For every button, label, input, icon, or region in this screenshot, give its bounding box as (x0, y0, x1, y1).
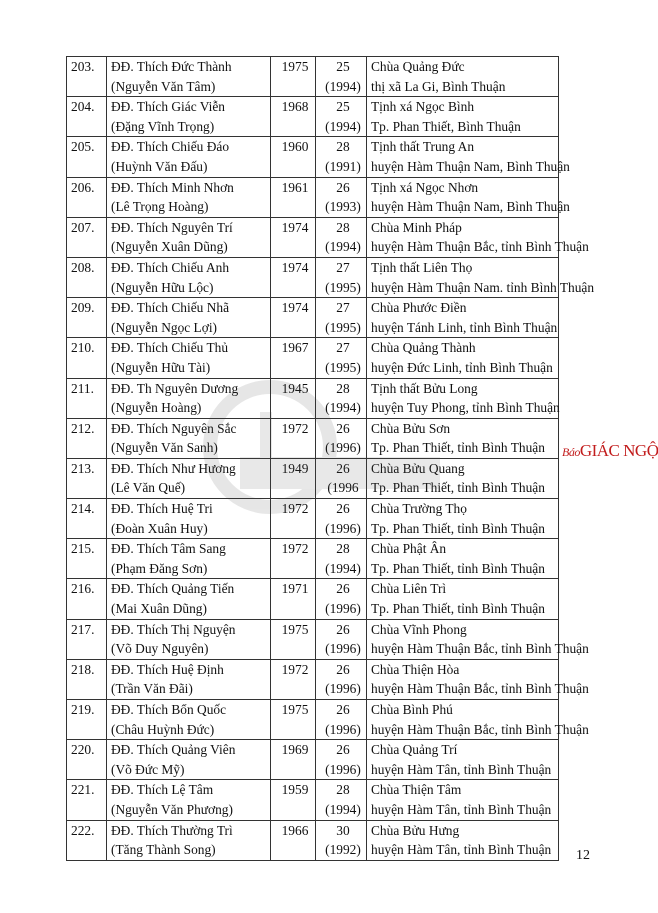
age-cell (316, 458, 367, 498)
temple-location: Tp. Phan Thiết, tỉnh Bình Thuận (371, 520, 545, 536)
birth-year: 1960 (281, 139, 309, 155)
monk-lay-name: (Trần Văn Đãi) (111, 681, 193, 697)
ordination-age: 28 (336, 541, 350, 557)
temple-name: Chùa Bửu Hưng (371, 822, 460, 838)
ordination-age: 30 (336, 822, 350, 838)
ordination-age: 28 (336, 782, 350, 798)
temple-name: Chùa Vĩnh Phong (371, 621, 467, 637)
birth-year: 1949 (281, 460, 309, 476)
temple-name: Tịnh thất Liên Thọ (371, 259, 473, 275)
age-cell (316, 298, 367, 338)
monk-lay-name: (Lê Trọng Hoàng) (111, 199, 209, 215)
temple-cell (367, 659, 589, 699)
ordination-year: (1996) (325, 761, 361, 777)
temple-cell (367, 458, 559, 498)
row-number-text: 217. (71, 621, 95, 637)
table-row (67, 378, 559, 418)
row-number (67, 820, 107, 860)
birth-year: 1972 (281, 541, 309, 557)
monk-name-cell (107, 217, 271, 257)
ordination-age: 26 (336, 742, 350, 758)
monk-name-cell (107, 780, 271, 820)
monk-lay-name: (Phạm Đăng Sơn) (111, 560, 208, 576)
monk-lay-name: (Châu Huỳnh Đức) (111, 721, 215, 737)
ordination-year: (1994) (325, 78, 361, 94)
ordination-age: 28 (336, 219, 350, 235)
watermark-brand-name: GIÁC NGỘ (579, 441, 658, 460)
row-number-text: 212. (71, 420, 95, 436)
monk-name-cell (107, 338, 271, 378)
row-number-text: 211. (71, 380, 94, 396)
temple-location: thị xã La Gi, Bình Thuận (371, 78, 506, 94)
temple-cell (367, 137, 570, 177)
birth-year-cell (271, 539, 316, 579)
row-number-text: 209. (71, 300, 95, 316)
row-number (67, 499, 107, 539)
ordination-year: (1993) (325, 199, 361, 215)
temple-name: Chùa Phước Điền (371, 300, 467, 316)
table-row (67, 418, 559, 458)
row-number (67, 298, 107, 338)
age-cell (316, 700, 367, 740)
monk-dharma-name: ĐĐ. Thích Huệ Định (111, 661, 224, 677)
table-row (67, 458, 559, 498)
ordination-age: 28 (336, 380, 350, 396)
row-number (67, 780, 107, 820)
temple-cell (367, 619, 589, 659)
monk-dharma-name: ĐĐ. Thích Thường Trì (111, 822, 233, 838)
ordination-age: 26 (336, 661, 350, 677)
monk-name-cell (107, 820, 271, 860)
monk-lay-name: (Nguyễn Ngọc Lợi) (111, 319, 217, 335)
ordination-age: 26 (336, 501, 350, 517)
birth-year: 1969 (281, 742, 309, 758)
temple-location: huyện Tuy Phong, tỉnh Bình Thuận (371, 400, 560, 416)
temple-cell (367, 298, 559, 338)
ordination-age: 26 (336, 581, 350, 597)
age-cell (316, 659, 367, 699)
row-number-text: 216. (71, 581, 95, 597)
temple-cell (367, 378, 559, 418)
row-number (67, 418, 107, 458)
temple-name: Chùa Phật Ân (371, 541, 447, 557)
monk-name-cell (107, 619, 271, 659)
age-cell (316, 177, 367, 217)
table-row (67, 740, 559, 780)
ordination-year: (1996) (325, 721, 361, 737)
ordination-age: 27 (336, 340, 350, 356)
age-cell (316, 418, 367, 458)
row-number (67, 579, 107, 619)
row-number-text: 222. (71, 822, 95, 838)
ordination-year: (1992) (325, 842, 361, 858)
birth-year: 1975 (281, 621, 309, 637)
age-cell (316, 97, 367, 137)
monk-dharma-name: ĐĐ. Thích Chiếu Nhã (111, 300, 230, 316)
temple-cell (367, 217, 589, 257)
temple-name: Chùa Bửu Sơn (371, 420, 451, 436)
table-row (67, 57, 559, 97)
temple-cell (367, 539, 559, 579)
birth-year: 1974 (281, 259, 309, 275)
row-number-text: 221. (71, 782, 95, 798)
temple-name: Chùa Thiện Tâm (371, 782, 462, 798)
row-number (67, 257, 107, 297)
temple-location: huyện Hàm Thuận Bắc, tỉnh Bình Thuận (371, 239, 589, 255)
birth-year: 1972 (281, 420, 309, 436)
temple-name: Chùa Quảng Trí (371, 742, 458, 758)
row-number (67, 740, 107, 780)
ordination-year: (1996) (325, 520, 361, 536)
birth-year: 1974 (281, 300, 309, 316)
monk-name-cell (107, 378, 271, 418)
age-cell (316, 137, 367, 177)
table-row (67, 780, 559, 820)
birth-year-cell (271, 579, 316, 619)
ordination-age: 26 (336, 460, 350, 476)
monk-dharma-name: ĐĐ. Thích Tâm Sang (111, 541, 226, 557)
temple-name: Tịnh thất Trung An (371, 139, 475, 155)
temple-cell (367, 418, 559, 458)
row-number (67, 458, 107, 498)
temple-cell (367, 740, 559, 780)
row-number (67, 539, 107, 579)
birth-year-cell (271, 820, 316, 860)
table-row (67, 579, 559, 619)
monk-lay-name: (Huỳnh Văn Đấu) (111, 158, 208, 174)
birth-year-cell (271, 700, 316, 740)
temple-location: Tp. Phan Thiết, tỉnh Bình Thuận (371, 440, 545, 456)
page-number: 12 (576, 848, 590, 863)
monk-dharma-name: ĐĐ. Thích Quảng Tiến (111, 581, 235, 597)
birth-year: 1972 (281, 501, 309, 517)
birth-year-cell (271, 619, 316, 659)
monk-dharma-name: ĐĐ. Thích Chiếu Thủ (111, 340, 229, 356)
birth-year-cell (271, 780, 316, 820)
temple-location: huyện Đức Linh, tỉnh Bình Thuận (371, 359, 553, 375)
age-cell (316, 579, 367, 619)
row-number (67, 619, 107, 659)
temple-location: huyện Hàm Tân, tỉnh Bình Thuận (371, 842, 552, 858)
temple-cell (367, 338, 559, 378)
birth-year-cell (271, 740, 316, 780)
birth-year-cell (271, 338, 316, 378)
temple-cell (367, 57, 559, 97)
age-cell (316, 780, 367, 820)
birth-year-cell (271, 659, 316, 699)
birth-year: 1975 (281, 702, 309, 717)
birth-year: 1971 (281, 581, 309, 597)
temple-cell (367, 579, 559, 619)
monk-dharma-name: ĐĐ. Thích Nguyên Trí (111, 219, 233, 235)
ordination-age: 28 (336, 139, 350, 155)
birth-year-cell (271, 499, 316, 539)
monk-lay-name: (Đặng Vĩnh Trọng) (111, 118, 215, 134)
monk-name-cell (107, 659, 271, 699)
monk-lay-name: (Võ Đức Mỹ) (111, 761, 185, 777)
birth-year-cell (271, 298, 316, 338)
ordination-year: (1994) (325, 118, 361, 134)
birth-year-cell (271, 177, 316, 217)
row-number (67, 338, 107, 378)
birth-year-cell (271, 57, 316, 97)
monk-dharma-name: ĐĐ. Thích Quảng Viên (111, 742, 236, 758)
temple-cell (367, 177, 570, 217)
table-row (67, 298, 559, 338)
table-row (67, 539, 559, 579)
monk-name-cell (107, 257, 271, 297)
row-number-text: 204. (71, 99, 95, 115)
table-row (67, 659, 559, 699)
ordination-age: 27 (336, 300, 350, 316)
monk-name-cell (107, 539, 271, 579)
birth-year-cell (271, 458, 316, 498)
temple-cell (367, 780, 559, 820)
ordination-year: (1994) (325, 239, 361, 255)
birth-year-cell (271, 418, 316, 458)
temple-location: huyện Hàm Thuận Bắc, tỉnh Bình Thuận (371, 721, 589, 737)
watermark-prefix: Báo (562, 445, 580, 459)
monk-lay-name: (Nguyễn Hữu Lộc) (111, 279, 214, 295)
monk-name-cell (107, 499, 271, 539)
ordination-year: (1996) (325, 440, 361, 456)
temple-cell (367, 499, 559, 539)
temple-location: huyện Hàm Thuận Bắc, tỉnh Bình Thuận (371, 641, 589, 657)
ordination-year: (1996 (327, 480, 359, 496)
age-cell (316, 619, 367, 659)
ordination-year: (1996) (325, 641, 361, 657)
age-cell (316, 217, 367, 257)
monk-name-cell (107, 579, 271, 619)
ordination-year: (1995) (325, 359, 361, 375)
age-cell (316, 338, 367, 378)
row-number-text: 214. (71, 501, 95, 517)
table-row (67, 177, 559, 217)
temple-cell (367, 820, 559, 860)
monk-dharma-name: ĐĐ. Thích Bổn Quốc (111, 702, 227, 717)
row-number (67, 97, 107, 137)
temple-name: Chùa Quảng Thành (371, 340, 476, 356)
watermark-brand (562, 441, 658, 461)
temple-name: Tịnh xá Ngọc Bình (371, 99, 475, 115)
monk-lay-name: (Nguyễn Hữu Tài) (111, 359, 211, 375)
row-number (67, 378, 107, 418)
age-cell (316, 539, 367, 579)
monk-name-cell (107, 700, 271, 740)
temple-name: Chùa Thiện Hòa (371, 661, 460, 677)
temple-location: huyện Hàm Tân, tỉnh Bình Thuận (371, 801, 552, 817)
monk-name-cell (107, 177, 271, 217)
table-row (67, 820, 559, 860)
table-row (67, 499, 559, 539)
row-number-text: 207. (71, 219, 95, 235)
birth-year: 1975 (281, 59, 309, 74)
ordination-year: (1996) (325, 681, 361, 697)
birth-year: 1961 (281, 179, 309, 195)
birth-year-cell (271, 137, 316, 177)
ordination-age: 26 (336, 420, 350, 436)
temple-cell (367, 257, 595, 297)
monk-name-cell (107, 458, 271, 498)
ordination-age: 25 (336, 59, 350, 74)
temple-name: Chùa Minh Pháp (371, 219, 462, 235)
monk-lay-name: (Mai Xuân Dũng) (111, 601, 207, 617)
monk-dharma-name: ĐĐ. Thích Nguyên Sắc (111, 420, 237, 436)
table-row (67, 338, 559, 378)
ordination-age: 26 (336, 179, 350, 195)
birth-year-cell (271, 378, 316, 418)
temple-location: Tp. Phan Thiết, tỉnh Bình Thuận (371, 601, 545, 617)
row-number-text: 206. (71, 179, 95, 195)
monk-dharma-name: ĐĐ. Thích Thị Nguyện (111, 621, 236, 637)
temple-location: huyện Hàm Thuận Nam, Bình Thuận (371, 158, 570, 174)
temple-location: huyện Tánh Linh, tỉnh Bình Thuận (371, 319, 558, 335)
temple-cell (367, 97, 559, 137)
ordination-age: 26 (336, 621, 350, 637)
ordination-year: (1995) (325, 279, 361, 295)
monk-lay-name: (Nguyễn Xuân Dũng) (111, 239, 228, 255)
table-row (67, 619, 559, 659)
row-number-text: 205. (71, 139, 95, 155)
age-cell (316, 378, 367, 418)
ordination-year: (1996) (325, 601, 361, 617)
birth-year: 1972 (281, 661, 309, 677)
age-cell (316, 57, 367, 97)
birth-year-cell (271, 217, 316, 257)
ordination-year: (1994) (325, 801, 361, 817)
temple-location: huyện Hàm Tân, tỉnh Bình Thuận (371, 761, 552, 777)
monk-lay-name: (Nguyễn Văn Phương) (111, 801, 233, 817)
temple-location: huyện Hàm Thuận Nam, Bình Thuận (371, 199, 570, 215)
ordination-age: 27 (336, 259, 350, 275)
temple-cell (367, 700, 589, 740)
table-row (67, 700, 559, 740)
birth-year: 1968 (281, 99, 309, 115)
age-cell (316, 820, 367, 860)
monk-name-cell (107, 418, 271, 458)
monk-lay-name: (Lê Văn Quế) (111, 480, 186, 496)
birth-year: 1966 (281, 822, 309, 838)
row-number-text: 210. (71, 340, 95, 356)
monk-lay-name: (Võ Duy Nguyên) (111, 641, 209, 657)
temple-location: huyện Hàm Thuận Nam. tỉnh Bình Thuận (371, 279, 595, 295)
ordination-year: (1994) (325, 560, 361, 576)
temple-name: Chùa Liên Trì (371, 581, 447, 597)
row-number-text: 219. (71, 702, 95, 717)
temple-location: Tp. Phan Thiết, tỉnh Bình Thuận (371, 560, 545, 576)
monk-name-cell (107, 57, 271, 97)
temple-location: huyện Hàm Thuận Bắc, tỉnh Bình Thuận (371, 681, 589, 697)
row-number (67, 177, 107, 217)
age-cell (316, 740, 367, 780)
row-number-text: 215. (71, 541, 95, 557)
birth-year-cell (271, 257, 316, 297)
monk-dharma-name: ĐĐ. Thích Huệ Tri (111, 501, 213, 517)
monk-lay-name: (Tăng Thành Song) (111, 842, 216, 858)
temple-name: Tịnh xá Ngọc Nhơn (371, 179, 479, 195)
monk-name-cell (107, 97, 271, 137)
birth-year: 1967 (281, 340, 309, 356)
row-number (67, 217, 107, 257)
birth-year: 1959 (281, 782, 309, 798)
table-row (67, 137, 559, 177)
temple-name: Chùa Bình Phú (371, 702, 453, 717)
birth-year-cell (271, 97, 316, 137)
monk-lay-name: (Nguyễn Văn Tâm) (111, 78, 216, 94)
temple-name: Chùa Bửu Quang (371, 460, 465, 476)
birth-year: 1974 (281, 219, 309, 235)
temple-name: Chùa Trường Thọ (371, 501, 467, 517)
table-row (67, 257, 559, 297)
monk-lay-name: (Nguyễn Văn Sanh) (111, 440, 218, 456)
ordination-year: (1994) (325, 400, 361, 416)
table-row (67, 217, 559, 257)
birth-year: 1945 (281, 380, 309, 396)
ordination-year: (1995) (325, 319, 361, 335)
monk-dharma-name: ĐĐ. Thích Lệ Tâm (111, 782, 214, 798)
ordination-year: (1991) (325, 158, 361, 174)
monk-name-cell (107, 298, 271, 338)
row-number (67, 57, 107, 97)
temple-name: Chùa Quảng Đức (371, 59, 465, 74)
row-number-text: 220. (71, 742, 95, 758)
monk-name-cell (107, 740, 271, 780)
monk-dharma-name: ĐĐ. Thích Đức Thành (111, 59, 232, 74)
temple-name: Tịnh thất Bửu Long (371, 380, 478, 396)
ordination-age: 26 (336, 702, 350, 717)
row-number (67, 700, 107, 740)
monk-dharma-name: ĐĐ. Thích Như Hương (111, 460, 236, 476)
age-cell (316, 499, 367, 539)
monk-lay-name: (Đoàn Xuân Huy) (111, 520, 208, 536)
monk-dharma-name: ĐĐ. Thích Giác Viễn (111, 99, 225, 115)
row-number (67, 137, 107, 177)
monk-dharma-name: ĐĐ. Thích Chiếu Đáo (111, 139, 230, 155)
row-number-text: 213. (71, 460, 95, 476)
monk-name-cell (107, 137, 271, 177)
age-cell (316, 257, 367, 297)
temple-location: Tp. Phan Thiết, tỉnh Bình Thuận (371, 480, 545, 496)
monk-lay-name: (Nguyễn Hoàng) (111, 400, 202, 416)
row-number-text: 203. (71, 59, 95, 74)
ordination-age: 25 (336, 99, 350, 115)
table-row (67, 97, 559, 137)
monk-dharma-name: ĐĐ. Thích Chiếu Anh (111, 259, 230, 275)
row-number-text: 218. (71, 661, 95, 677)
monk-dharma-name: ĐĐ. Thích Minh Nhơn (111, 179, 234, 195)
monk-dharma-name: ĐĐ. Th Nguyên Dương (111, 380, 239, 396)
row-number (67, 659, 107, 699)
row-number-text: 208. (71, 259, 95, 275)
temple-location: Tp. Phan Thiết, Bình Thuận (371, 118, 521, 134)
